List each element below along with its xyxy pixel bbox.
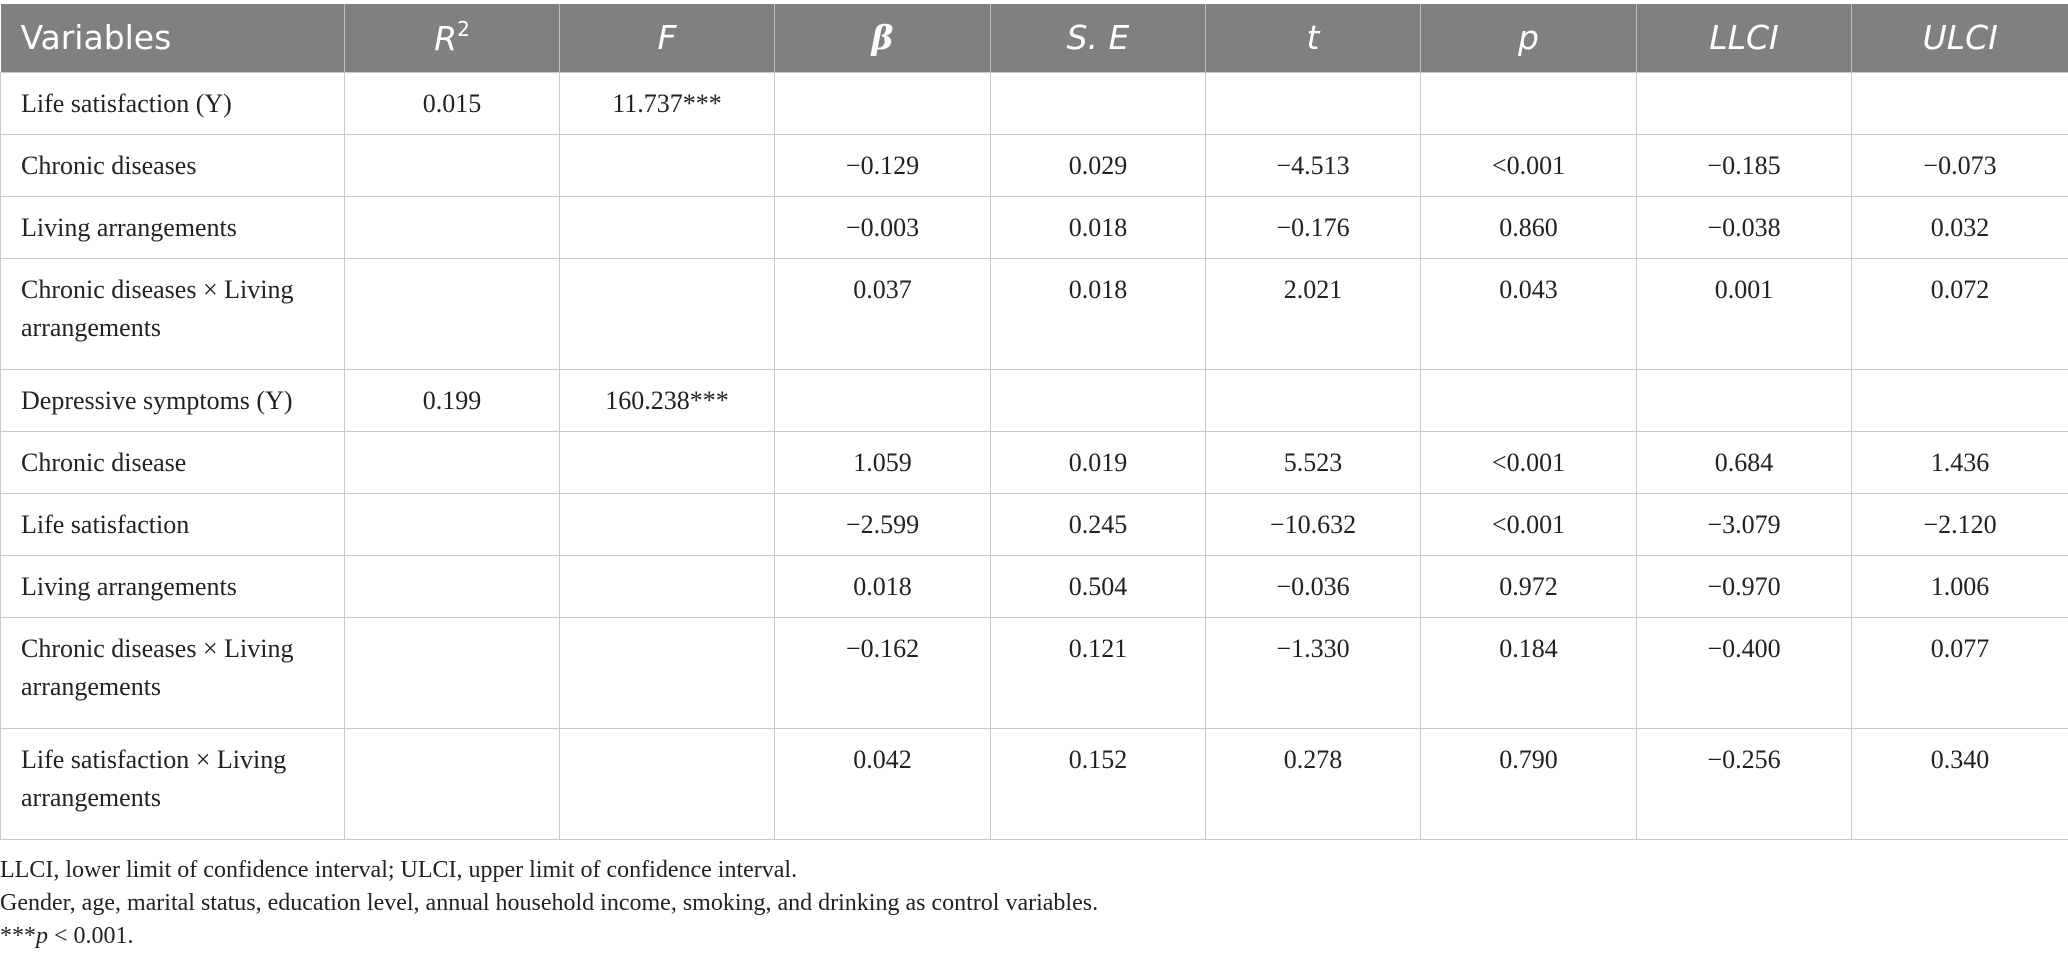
footnote-significance bbox=[0, 920, 1098, 953]
cell-llci bbox=[1637, 369, 1852, 431]
header-row bbox=[1, 4, 2068, 72]
significance-stars: *** bbox=[0, 923, 36, 949]
header-se: S. E bbox=[991, 4, 1206, 72]
cell-variable: Life satisfaction × Living arrangements bbox=[1, 728, 345, 839]
cell-se: 0.245 bbox=[991, 493, 1206, 555]
cell-r2 bbox=[345, 493, 560, 555]
cell-f bbox=[560, 431, 775, 493]
table-row bbox=[1, 728, 2068, 839]
header-beta: β bbox=[775, 4, 991, 72]
table-row bbox=[1, 617, 2068, 728]
cell-r2 bbox=[345, 134, 560, 196]
cell-ulci: 1.006 bbox=[1852, 555, 2068, 617]
moderated-mediation-table bbox=[0, 4, 2068, 840]
cell-se: 0.504 bbox=[991, 555, 1206, 617]
table-row bbox=[1, 258, 2068, 369]
cell-p: <0.001 bbox=[1421, 134, 1637, 196]
header-r-base: R bbox=[434, 19, 458, 59]
cell-se: 0.029 bbox=[991, 134, 1206, 196]
cell-variable: Living arrangements bbox=[1, 555, 345, 617]
cell-beta: −0.129 bbox=[775, 134, 991, 196]
cell-llci: −3.079 bbox=[1637, 493, 1852, 555]
cell-f: 11.737*** bbox=[560, 72, 775, 134]
cell-variable: Chronic diseases × Living arrangements bbox=[1, 258, 345, 369]
cell-p: 0.184 bbox=[1421, 617, 1637, 728]
cell-llci: −0.400 bbox=[1637, 617, 1852, 728]
cell-llci: 0.001 bbox=[1637, 258, 1852, 369]
cell-variable: Chronic diseases bbox=[1, 134, 345, 196]
cell-r2 bbox=[345, 617, 560, 728]
cell-beta: 1.059 bbox=[775, 431, 991, 493]
table-row bbox=[1, 555, 2068, 617]
table-footnotes bbox=[0, 854, 1098, 953]
cell-t: −0.176 bbox=[1206, 196, 1421, 258]
cell-t: 0.278 bbox=[1206, 728, 1421, 839]
cell-r2: 0.015 bbox=[345, 72, 560, 134]
cell-r2: 0.199 bbox=[345, 369, 560, 431]
cell-t: 5.523 bbox=[1206, 431, 1421, 493]
table-row bbox=[1, 134, 2068, 196]
cell-se: 0.121 bbox=[991, 617, 1206, 728]
significance-p: p bbox=[36, 923, 48, 949]
cell-llci: −0.185 bbox=[1637, 134, 1852, 196]
header-f: F bbox=[560, 4, 775, 72]
cell-se: 0.018 bbox=[991, 196, 1206, 258]
cell-t: 2.021 bbox=[1206, 258, 1421, 369]
cell-p: 0.972 bbox=[1421, 555, 1637, 617]
cell-r2 bbox=[345, 196, 560, 258]
cell-p: 0.860 bbox=[1421, 196, 1637, 258]
cell-ulci: 0.340 bbox=[1852, 728, 2068, 839]
cell-se: 0.019 bbox=[991, 431, 1206, 493]
cell-p bbox=[1421, 369, 1637, 431]
cell-ulci: −0.073 bbox=[1852, 134, 2068, 196]
cell-f: 160.238*** bbox=[560, 369, 775, 431]
header-llci: LLCI bbox=[1637, 4, 1852, 72]
cell-f bbox=[560, 196, 775, 258]
cell-t: −4.513 bbox=[1206, 134, 1421, 196]
header-t: t bbox=[1206, 4, 1421, 72]
table-row bbox=[1, 196, 2068, 258]
regression-table-container bbox=[0, 4, 2068, 840]
cell-se: 0.018 bbox=[991, 258, 1206, 369]
cell-ulci bbox=[1852, 369, 2068, 431]
footnote-abbreviations: LLCI, lower limit of confidence interval; ULCI, upper limit of confidence interval. bbox=[0, 857, 798, 883]
cell-variable: Life satisfaction (Y) bbox=[1, 72, 345, 134]
significance-threshold: < 0.001. bbox=[48, 923, 134, 949]
cell-variable: Living arrangements bbox=[1, 196, 345, 258]
table-header bbox=[1, 4, 2068, 72]
cell-llci: 0.684 bbox=[1637, 431, 1852, 493]
cell-llci: −0.256 bbox=[1637, 728, 1852, 839]
cell-se: 0.152 bbox=[991, 728, 1206, 839]
cell-p: <0.001 bbox=[1421, 431, 1637, 493]
header-p: p bbox=[1421, 4, 1637, 72]
cell-f bbox=[560, 258, 775, 369]
cell-p: 0.043 bbox=[1421, 258, 1637, 369]
cell-f bbox=[560, 555, 775, 617]
footnote-controls: Gender, age, marital status, education level, annual household income, smoking, and drinking as control variables. bbox=[0, 890, 1099, 916]
cell-beta: 0.037 bbox=[775, 258, 991, 369]
cell-beta: 0.042 bbox=[775, 728, 991, 839]
cell-ulci: 1.436 bbox=[1852, 431, 2068, 493]
cell-t: −1.330 bbox=[1206, 617, 1421, 728]
cell-p: 0.790 bbox=[1421, 728, 1637, 839]
cell-beta: 0.018 bbox=[775, 555, 991, 617]
cell-llci: −0.038 bbox=[1637, 196, 1852, 258]
cell-ulci bbox=[1852, 72, 2068, 134]
cell-beta: −0.162 bbox=[775, 617, 991, 728]
table-row bbox=[1, 72, 2068, 134]
cell-r2 bbox=[345, 728, 560, 839]
cell-beta bbox=[775, 369, 991, 431]
table-body bbox=[1, 72, 2068, 839]
cell-beta: −2.599 bbox=[775, 493, 991, 555]
cell-beta bbox=[775, 72, 991, 134]
cell-p bbox=[1421, 72, 1637, 134]
cell-llci bbox=[1637, 72, 1852, 134]
cell-variable: Chronic diseases × Living arrangements bbox=[1, 617, 345, 728]
cell-llci: −0.970 bbox=[1637, 555, 1852, 617]
header-variables: Variables bbox=[1, 4, 345, 72]
header-r-superscript: 2 bbox=[457, 17, 470, 42]
cell-f bbox=[560, 134, 775, 196]
cell-t bbox=[1206, 369, 1421, 431]
cell-t: −10.632 bbox=[1206, 493, 1421, 555]
cell-ulci: 0.077 bbox=[1852, 617, 2068, 728]
table-row bbox=[1, 431, 2068, 493]
cell-f bbox=[560, 493, 775, 555]
cell-r2 bbox=[345, 431, 560, 493]
cell-variable: Depressive symptoms (Y) bbox=[1, 369, 345, 431]
header-r-squared bbox=[345, 4, 560, 72]
cell-ulci: 0.072 bbox=[1852, 258, 2068, 369]
cell-p: <0.001 bbox=[1421, 493, 1637, 555]
cell-beta: −0.003 bbox=[775, 196, 991, 258]
cell-f bbox=[560, 728, 775, 839]
cell-ulci: −2.120 bbox=[1852, 493, 2068, 555]
cell-variable: Chronic disease bbox=[1, 431, 345, 493]
cell-se bbox=[991, 72, 1206, 134]
cell-variable: Life satisfaction bbox=[1, 493, 345, 555]
table-row bbox=[1, 369, 2068, 431]
header-ulci: ULCI bbox=[1922, 18, 1998, 58]
cell-t bbox=[1206, 72, 1421, 134]
cell-f bbox=[560, 617, 775, 728]
cell-t: −0.036 bbox=[1206, 555, 1421, 617]
cell-se bbox=[991, 369, 1206, 431]
cell-ulci: 0.032 bbox=[1852, 196, 2068, 258]
cell-r2 bbox=[345, 555, 560, 617]
table-row bbox=[1, 493, 2068, 555]
cell-r2 bbox=[345, 258, 560, 369]
